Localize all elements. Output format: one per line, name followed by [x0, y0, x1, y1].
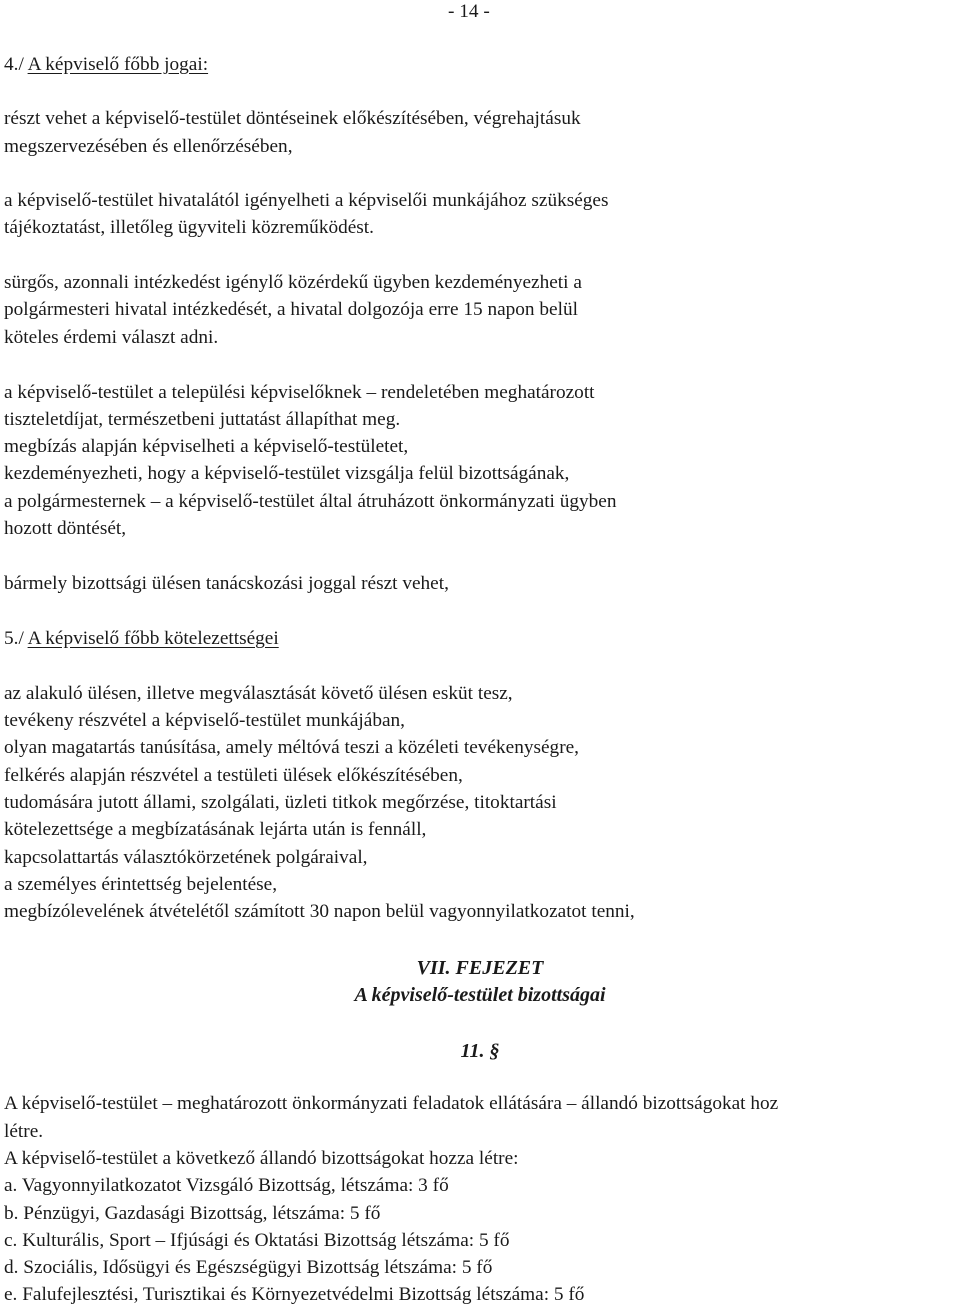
committee-item-e: e. Falufejlesztési, Turisztikai és Környezetvédelmi Bizottság létszáma: 5 fő [4, 1284, 585, 1305]
rights-item-4-line-4: kezdeményezheti, hogy a képviselő-testület vizsgálja felül bizottságának, [4, 463, 570, 484]
duty-line-2: tevékeny részvétel a képviselő-testület munkájában, [4, 710, 405, 731]
rights-item-3-line-2: polgármesteri hivatal intézkedését, a hivatal dolgozója erre 15 napon belül [4, 299, 578, 320]
rights-item-3-line-1: sürgős, azonnali intézkedést igénylő közérdekű ügyben kezdeményezheti a [4, 272, 582, 293]
section-4-heading [4, 53, 208, 77]
duty-line-5: tudomására jutott állami, szolgálati, üzleti titkok megőrzése, titoktartási [4, 792, 557, 813]
rights-item-5-line-1: bármely bizottsági ülésen tanácskozási joggal részt vehet, [4, 573, 449, 594]
section-4-title: A képviselő főbb jogai: [27, 54, 209, 75]
duty-line-1: az alakuló ülésen, illetve megválasztását követő ülésen esküt tesz, [4, 683, 513, 704]
duty-line-3: olyan magatartás tanúsítása, amely méltóvá teszi a közéleti tevékenységre, [4, 737, 579, 758]
rights-item-4-line-3: megbízás alapján képviselheti a képviselő-testületet, [4, 436, 409, 457]
section-4-number: 4./ [4, 54, 24, 75]
committee-item-a: a. Vagyonnyilatkozatot Vizsgáló Bizottság, létszáma: 3 fő [4, 1175, 449, 1196]
committee-item-c: c. Kulturális, Sport – Ifjúsági és Oktatási Bizottság létszáma: 5 fő [4, 1230, 510, 1251]
rights-item-4-line-2: tiszteletdíjat, természetbeni juttatást állapíthat meg. [4, 409, 401, 430]
committee-intro-line-2: létre. [4, 1121, 44, 1142]
duty-line-9: megbízólevelének átvételétől számított 30 napon belül vagyonnyilatkozatot tenni, [4, 901, 635, 922]
rights-item-1-line-1: részt vehet a képviselő-testület döntéseinek előkészítésében, végrehajtásuk [4, 108, 581, 129]
section-5-number: 5./ [4, 628, 24, 649]
rights-item-3-line-3: köteles érdemi választ adni. [4, 327, 219, 348]
chapter-title: A képviselő-testület bizottságai [354, 984, 606, 1006]
rights-item-2-line-2: tájékoztatást, illetőleg ügyviteli közreműködést. [4, 217, 374, 238]
committee-intro-line-1: A képviselő-testület – meghatározott önkormányzati feladatok ellátására – állandó bizottságokat hoz [4, 1093, 779, 1114]
committee-item-b: b. Pénzügyi, Gazdasági Bizottság, létszáma: 5 fő [4, 1203, 381, 1224]
rights-item-1-line-2: megszervezésében és ellenőrzésében, [4, 136, 293, 157]
rights-item-4-line-1: a képviselő-testület a települési képviselőknek – rendeletében meghatározott [4, 382, 595, 403]
duty-line-6: kötelezettsége a megbízatásának lejárta után is fennáll, [4, 819, 427, 840]
duty-line-8: a személyes érintettség bejelentése, [4, 874, 278, 895]
paragraph-sign: 11. § [460, 1040, 500, 1062]
committee-item-d: d. Szociális, Idősügyi és Egészségügyi Bizottság létszáma: 5 fő [4, 1257, 493, 1278]
duty-line-7: kapcsolattartás választókörzetének polgáraival, [4, 847, 368, 868]
duty-line-4: felkérés alapján részvétel a testületi ülések előkészítésében, [4, 765, 463, 786]
chapter-number: VII. FEJEZET [416, 957, 544, 979]
page-number: - 14 - [448, 1, 490, 22]
section-5-heading [4, 627, 279, 651]
rights-item-4-line-6: hozott döntését, [4, 518, 127, 539]
committee-intro-line-3: A képviselő-testület a következő állandó bizottságokat hozza létre: [4, 1148, 519, 1169]
rights-item-4-line-5: a polgármesternek – a képviselő-testület által átruházott önkormányzati ügyben [4, 491, 617, 512]
section-5-title: A képviselő főbb kötelezettségei [27, 628, 279, 649]
rights-item-2-line-1: a képviselő-testület hivatalától igényelheti a képviselői munkájához szükséges [4, 190, 609, 211]
